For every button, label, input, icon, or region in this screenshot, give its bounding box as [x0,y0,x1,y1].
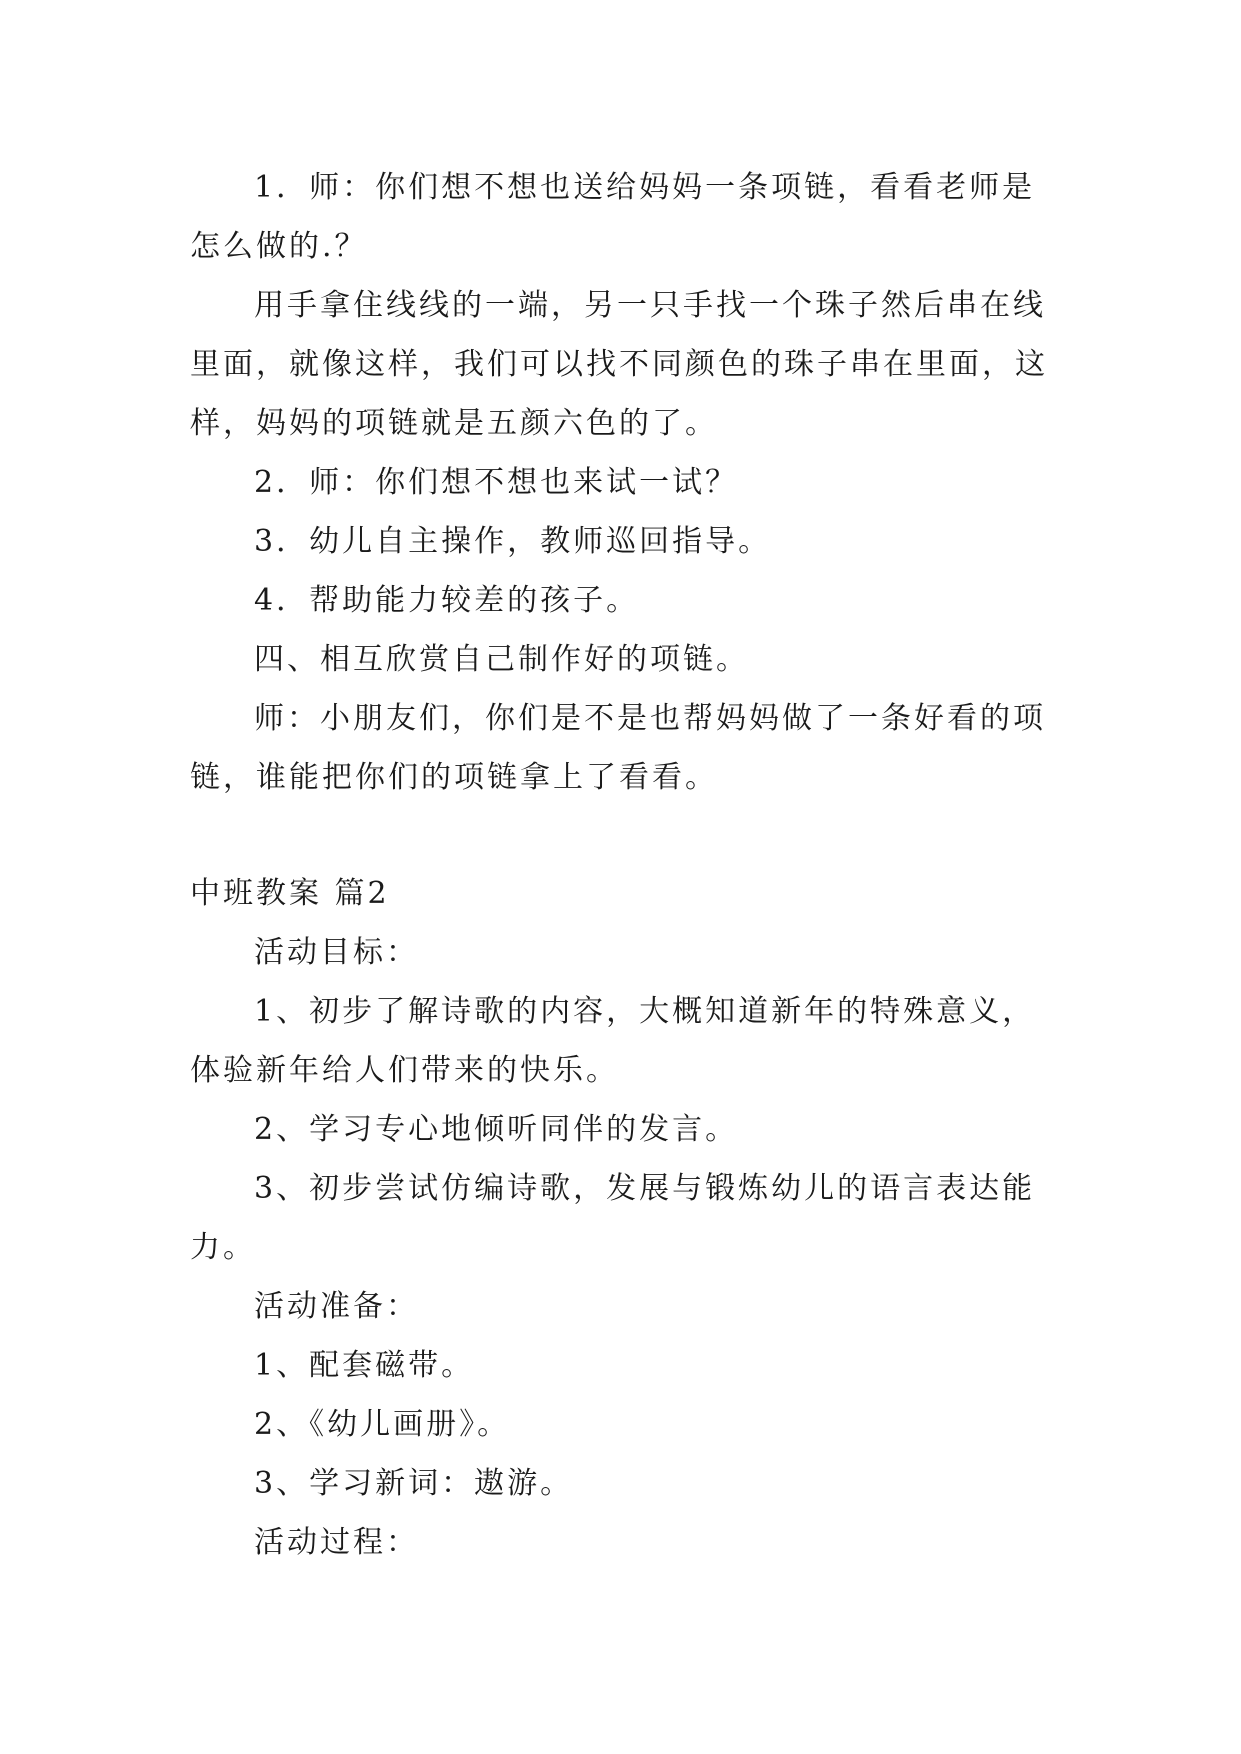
paragraph: 4．帮助能力较差的孩子。 [254,583,640,618]
paragraph: 3．幼儿自主操作，教师巡回指导。 [254,524,772,559]
paragraph: 活动准备： [254,1289,419,1324]
paragraph: 2、学习专心地倾听同伴的发言。 [254,1112,739,1147]
paragraph: 师：小朋友们，你们是不是也帮妈妈做了一条好看的项链，谁能把你们的项链拿上了看看。 [190,701,1046,795]
paragraph: 1．师：你们想不想也送给妈妈一条项链，看看老师是怎么做的.？ [190,170,1036,264]
paragraph: 四、相互欣赏自己制作好的项链。 [254,642,749,677]
paragraph: 1、配套磁带。 [254,1348,475,1383]
paragraph: 用手拿住线线的一端，另一只手找一个珠子然后串在线里面，就像这样，我们可以找不同颜色的珠子串在里面，这样，妈妈的项链就是五颜六色的了。 [190,288,1048,441]
paragraph: 3、初步尝试仿编诗歌，发展与锻炼幼儿的语言表达能力。 [190,1171,1036,1265]
paragraph: 2．师：你们想不想也来试一试？ [254,465,739,500]
paragraph: 活动目标： [254,935,419,970]
paragraph: 活动过程： [254,1525,419,1560]
paragraph: 2、《幼儿画册》。 [254,1407,511,1442]
paragraph: 3、学习新词：遨游。 [254,1466,574,1501]
section-title: 中班教案 篇2 [190,876,390,911]
section-gap [190,807,1050,864]
document-body [190,158,1050,1572]
paragraph: 1、初步了解诗歌的内容，大概知道新年的特殊意义，体验新年给人们带来的快乐。 [190,994,1036,1088]
